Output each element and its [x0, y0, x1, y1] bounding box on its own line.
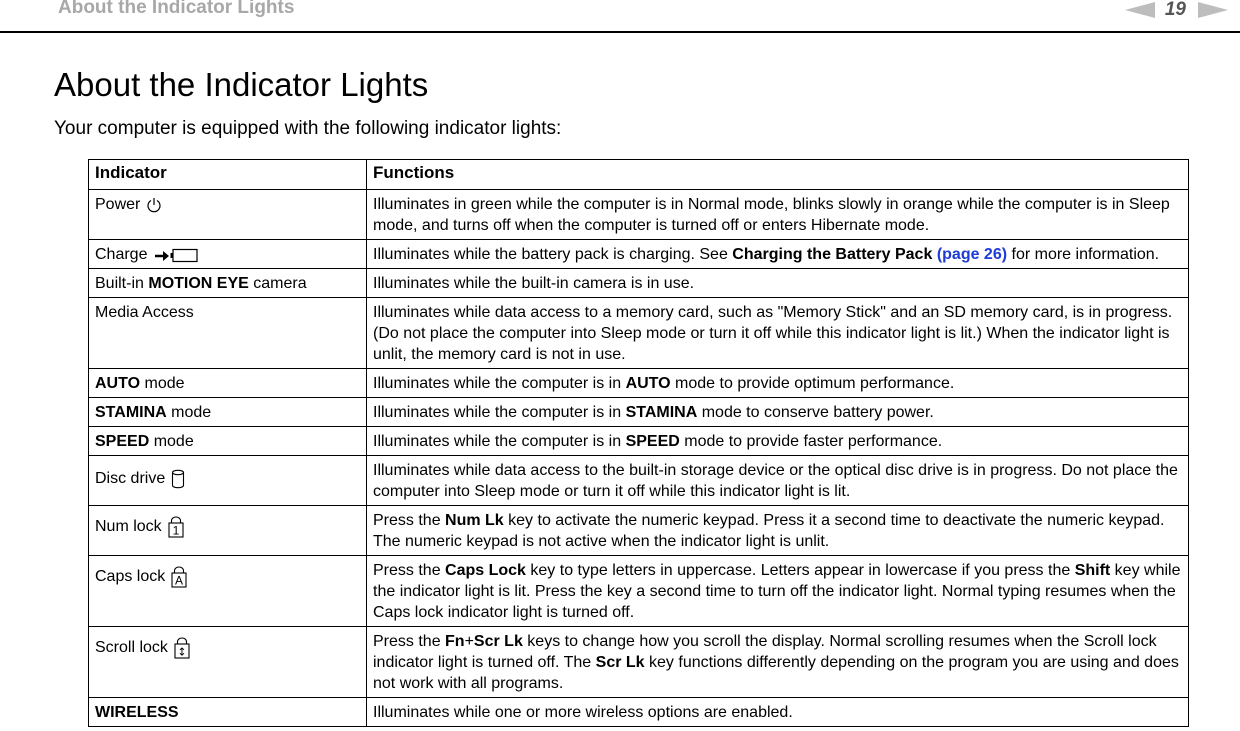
table-header-row	[89, 160, 1189, 190]
function-cell	[367, 240, 1189, 269]
function-cell	[367, 556, 1189, 627]
indicator-label-bold: STAMINA	[95, 404, 167, 421]
indicator-label: mode	[166, 404, 212, 421]
function-text: +	[464, 633, 474, 650]
table-row	[89, 298, 1189, 369]
page-title: About the Indicator Lights	[54, 66, 429, 103]
function-text: mode to provide faster performance.	[679, 433, 943, 450]
function-bold: AUTO	[625, 375, 671, 392]
indicator-label: mode	[149, 433, 194, 450]
indicator-cell	[89, 698, 367, 727]
function-text: keys to change how you scroll the display. Normal scrolling resumes when the Scroll lock indicator light is turned off. The	[373, 633, 1157, 671]
indicator-cell	[89, 556, 367, 627]
previous-page-arrow-icon[interactable]	[1125, 2, 1155, 18]
indicator-label: Caps lock	[95, 568, 166, 586]
function-cell: Illuminates while one or more wireless options are enabled.	[367, 698, 1189, 727]
indicator-cell	[89, 456, 367, 506]
indicator-label: Charge	[95, 246, 148, 263]
function-text: key while the indicator light is lit. Press the key a second time to turn off the indicator light. Normal typing resumes when the Caps lock indicator light is turned off.	[373, 562, 1181, 621]
indicator-label: Power	[95, 196, 141, 213]
table-row	[89, 269, 1189, 298]
indicator-cell	[89, 506, 367, 556]
function-text: Illuminates while the computer is in	[373, 404, 626, 421]
function-bold: Scr Lk	[473, 633, 523, 650]
charging-section-ref: Charging the Battery Pack	[732, 246, 933, 263]
num-lock-icon-glyph: 1	[172, 523, 180, 538]
page-number: 19	[1164, 0, 1186, 20]
function-bold: Scr Lk	[595, 654, 645, 671]
caps-lock-icon	[171, 566, 187, 588]
function-text: Press the	[373, 512, 446, 529]
function-bold: Caps Lock	[445, 562, 526, 579]
function-cell	[367, 398, 1189, 427]
indicator-label-bold: AUTO	[95, 375, 141, 392]
indicator-cell	[89, 398, 367, 427]
page-navigation	[1125, 0, 1228, 21]
indicator-label: Built-in	[95, 275, 149, 292]
function-text: mode to provide optimum performance.	[670, 375, 955, 392]
function-bold: STAMINA	[625, 404, 698, 421]
function-text: for more information.	[1007, 246, 1160, 263]
table-row	[89, 369, 1189, 398]
function-cell: Illuminates while the built-in camera is in use.	[367, 269, 1189, 298]
function-text: mode to conserve battery power.	[697, 404, 934, 421]
function-bold: Shift	[1074, 562, 1111, 579]
function-text: Press the	[373, 562, 446, 579]
indicator-label-bold: MOTION EYE	[148, 275, 249, 292]
indicator-cell	[89, 269, 367, 298]
indicator-cell	[89, 627, 367, 698]
caps-lock-icon-glyph: A	[175, 573, 184, 588]
function-text: Illuminates while the computer is in	[373, 375, 626, 392]
indicator-table	[88, 159, 1189, 727]
header-functions: Functions	[367, 160, 1189, 190]
page-26-link[interactable]: (page 26)	[936, 246, 1008, 263]
indicator-label: Scroll lock	[95, 639, 168, 657]
intro-text: Your computer is equipped with the following indicator lights:	[54, 118, 562, 139]
indicator-cell	[89, 240, 367, 269]
indicator-label: mode	[140, 375, 185, 392]
table-row	[89, 627, 1189, 698]
indicator-cell	[89, 427, 367, 456]
disc-drive-icon	[171, 469, 185, 489]
indicator-cell	[89, 190, 367, 240]
num-lock-icon	[168, 516, 184, 538]
function-cell	[367, 627, 1189, 698]
indicator-cell	[89, 369, 367, 398]
scroll-lock-icon	[174, 637, 190, 659]
function-text: Illuminates while the battery pack is charging. See	[373, 246, 733, 263]
function-text: Press the	[373, 633, 446, 650]
function-cell	[367, 369, 1189, 398]
header-indicator: Indicator	[89, 160, 367, 190]
table-row	[89, 240, 1189, 269]
function-cell: Illuminates in green while the computer is in Normal mode, blinks slowly in orange while the computer is in Sleep mode, and turns off when the computer is turned off or enters Hibernate mode.	[367, 190, 1189, 240]
function-text: key functions differently depending on the program you are using and does not work with all programs.	[373, 654, 1179, 692]
function-text: key to activate the numeric keypad. Press it a second time to deactivate the numeric keypad. The numeric keypad is not active when the indicator light is unlit.	[373, 512, 1165, 550]
table-row	[89, 398, 1189, 427]
indicator-label-bold: SPEED	[95, 433, 150, 450]
function-cell	[367, 427, 1189, 456]
table-row	[89, 506, 1189, 556]
battery-charge-icon	[153, 247, 199, 263]
page-header	[0, 0, 1240, 33]
function-bold: Num Lk	[445, 512, 504, 529]
table-row	[89, 190, 1189, 240]
next-page-arrow-icon[interactable]	[1198, 2, 1228, 18]
function-cell	[367, 506, 1189, 556]
table-row	[89, 427, 1189, 456]
function-text: Illuminates while the computer is in	[373, 433, 626, 450]
header-title: About the Indicator Lights	[58, 0, 295, 18]
table-row	[89, 698, 1189, 727]
function-bold: SPEED	[625, 433, 680, 450]
indicator-label: Num lock	[95, 518, 162, 536]
indicator-label: Disc drive	[95, 470, 166, 487]
table-row	[89, 456, 1189, 506]
function-text: key to type letters in uppercase. Letters appear in lowercase if you press the	[525, 562, 1075, 579]
function-cell: Illuminates while data access to the built-in storage device or the optical disc drive is in progress. Do not place the computer into Sleep mode or turn it off while this indicator light is lit.	[367, 456, 1189, 506]
scroll-lock-icon-glyph: ↕	[177, 645, 187, 659]
function-bold: Fn	[445, 633, 465, 650]
indicator-label: camera	[248, 275, 307, 292]
table-row	[89, 556, 1189, 627]
function-cell: Illuminates while data access to a memory card, such as "Memory Stick" and an SD memory card, is in progress. (Do not place the computer into Sleep mode or turn it off while this indicator light is lit.) When the indicator light is unlit, the memory card is not in use.	[367, 298, 1189, 369]
power-icon	[146, 197, 162, 213]
indicator-label-bold: WIRELESS	[95, 704, 179, 721]
indicator-cell: Media Access	[89, 298, 367, 369]
